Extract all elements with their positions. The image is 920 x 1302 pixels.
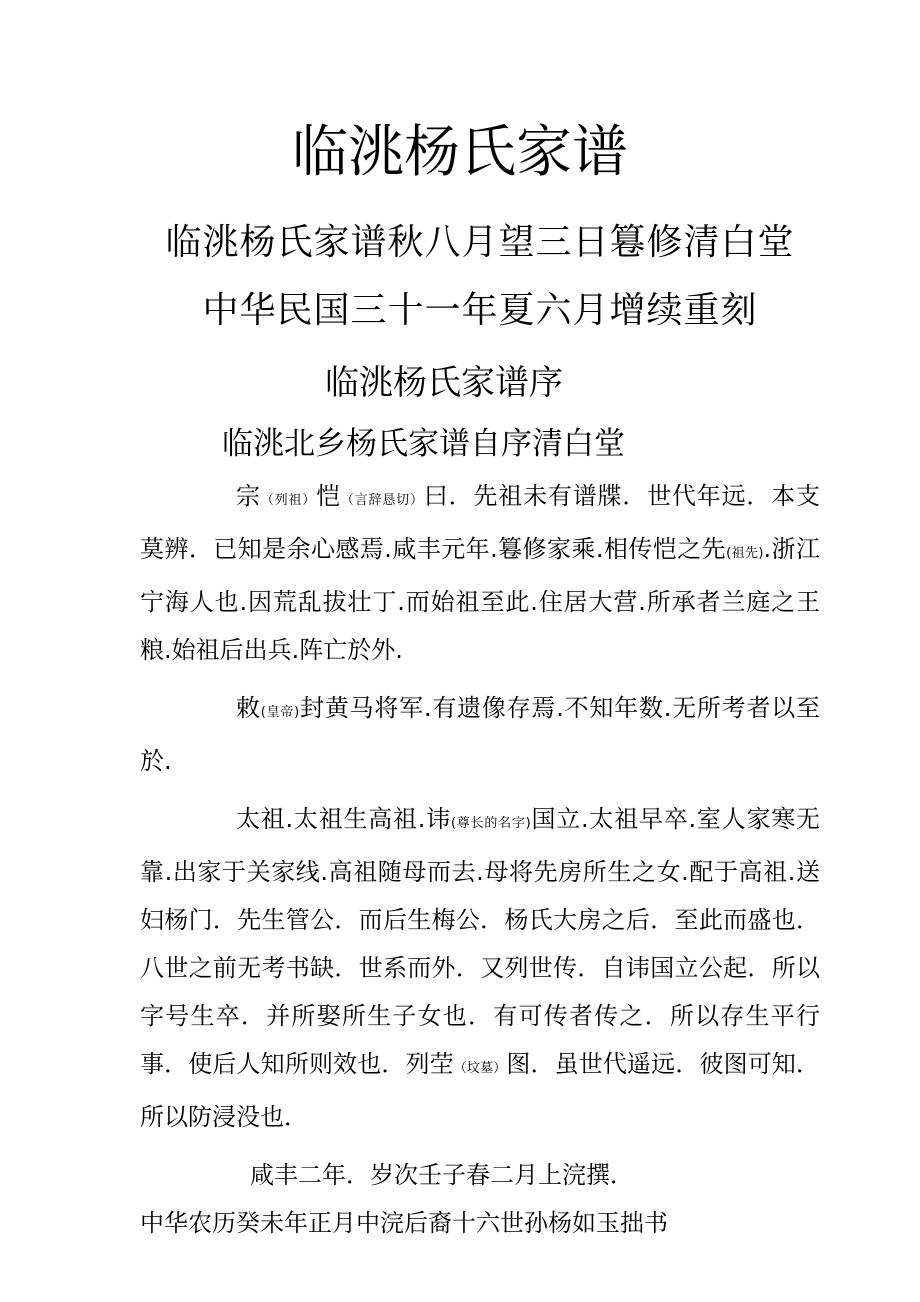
paragraph-text: 恺 bbox=[316, 482, 341, 510]
preface-body bbox=[140, 472, 820, 1247]
paragraph-text: 封黄马将军.有遗像存焉.不知年数.无所考者以至於. bbox=[140, 694, 820, 775]
paragraph-text: 图．虽世代遥远．彼图可知．所以防浸没也． bbox=[140, 1050, 821, 1131]
annotation-note: (祖先) bbox=[726, 546, 764, 561]
paragraph-lineage bbox=[140, 795, 820, 1141]
paragraph-edict bbox=[140, 684, 820, 785]
paragraph-text: 宗 bbox=[236, 482, 261, 510]
annotation-note: (尊长的名字) bbox=[450, 816, 531, 831]
annotation-note: （坟墓） bbox=[453, 1061, 507, 1076]
self-preface-heading: 临洮北乡杨氏家谱自序清白堂 bbox=[222, 426, 625, 462]
preface-heading: 临洮杨氏家谱序 bbox=[325, 363, 563, 403]
reprint-subtitle: 中华民国三十一年夏六月增续重刻 bbox=[202, 290, 758, 331]
paragraph-text: 曰．先祖未有谱牒．世代年远．本支莫辨．已知是余心感焉.咸丰元年.篹修家乘.相传恺之先 bbox=[140, 482, 821, 563]
authorship-date: 咸丰二年．岁次壬子春二月上浣撰． bbox=[250, 1161, 634, 1189]
compilation-subtitle: 临洮杨氏家谱秋八月望三日篹修清白堂 bbox=[165, 222, 795, 263]
paragraph-text: 敕 bbox=[236, 694, 261, 722]
annotation-note: （言辞恳切） bbox=[340, 493, 424, 508]
paragraph-text: 太祖.太祖生高祖.讳 bbox=[236, 805, 451, 833]
transcriber-signature: 中华农历癸未年正月中浣后裔十六世孙杨如玉拙书 bbox=[140, 1209, 668, 1237]
document-title: 临洮杨氏家谱 bbox=[292, 120, 628, 185]
annotation-note: （列祖） bbox=[260, 493, 317, 508]
paragraph-ancestry bbox=[140, 472, 820, 674]
paragraph-text: 国立.太祖早卒.室人家寒无靠.出家于关家线.高祖随母而去.母将先房所生之女.配于高祖.送妇杨门．先生管公．而后生梅公．杨氏大房之后．至此而盛也．八世之前无考书缺．世系而外．又列世传．自讳国立公起．所以字号生卒．并所娶所生子女也．有可传者传之．所以存生平行事．使后人知所则效也．列茔 bbox=[140, 805, 820, 1078]
paragraph-text: .浙江宁海人也.因荒乱拔壮丁.而始祖至此.住居大营.所承者兰庭之王粮.始祖后出兵.阵亡於外. bbox=[140, 535, 820, 664]
annotation-note: (皇帝) bbox=[260, 705, 300, 720]
